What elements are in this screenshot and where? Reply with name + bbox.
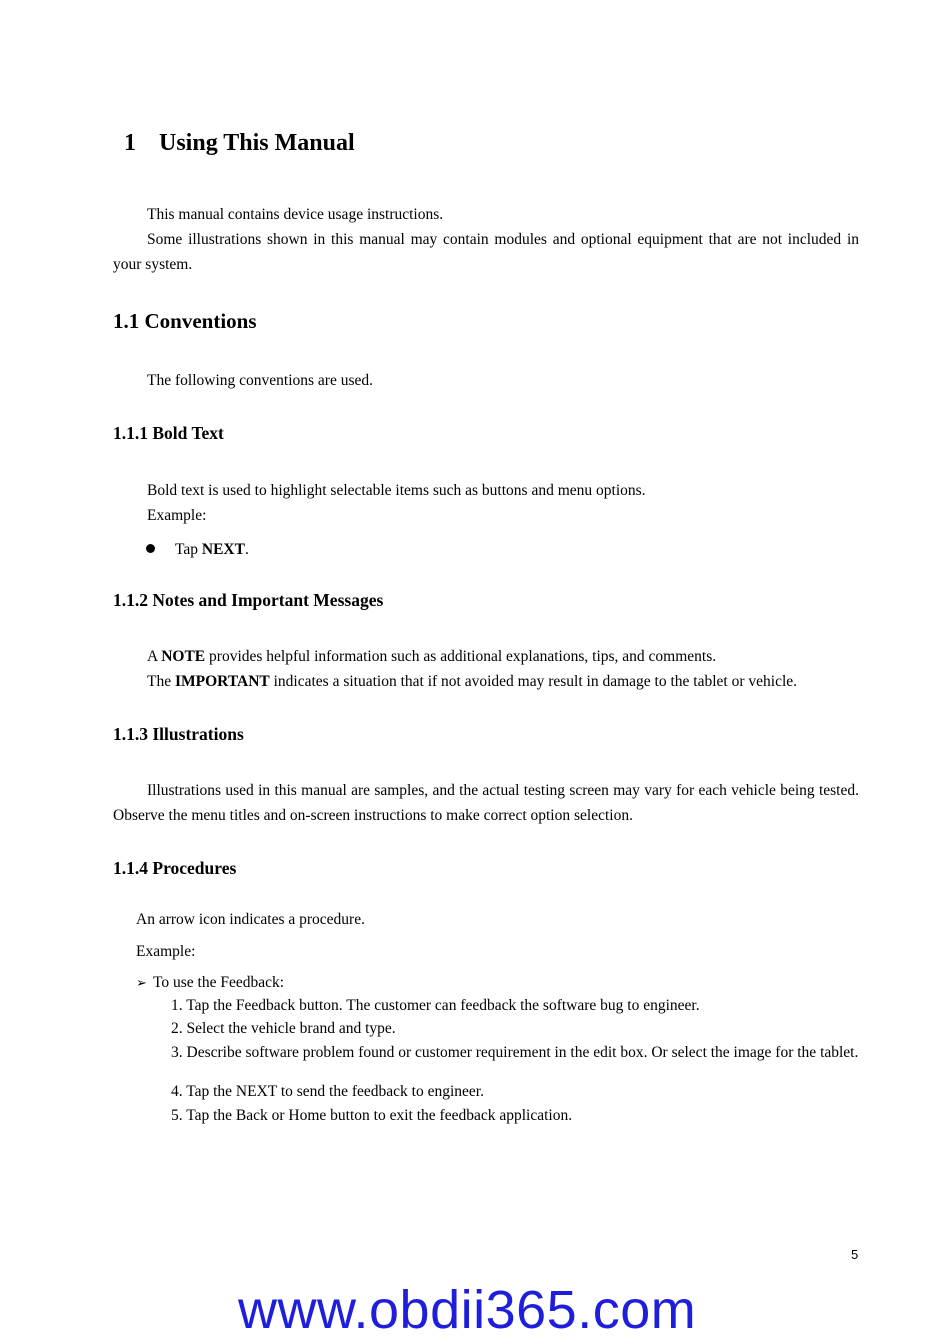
procedure-step-5: 5. Tap the Back or Home button to exit the feedback application. <box>171 1107 573 1124</box>
procedure-step-2: 2. Select the vehicle brand and type. <box>171 1020 396 1037</box>
chapter-title: Using This Manual <box>159 130 355 156</box>
procedure-title <box>136 970 284 995</box>
arrow-icon: ➢ <box>136 975 147 990</box>
illustrations-paragraph <box>113 778 859 828</box>
procedure-step-3: 3. Describe software problem found or customer requirement in the edit box. Or select the image for the tablet. <box>171 1044 859 1061</box>
important-suffix: indicates a situation that if not avoided may result in damage to the tablet or vehicle. <box>269 673 798 690</box>
note-bold: NOTE <box>161 648 206 665</box>
bullet-item-tap-next <box>175 537 249 562</box>
subsection-heading-procedures: 1.1.4 Procedures <box>113 858 237 878</box>
note-prefix: A <box>147 648 162 665</box>
intro-paragraph-2 <box>113 227 859 277</box>
bullet-suffix: . <box>244 541 249 558</box>
chapter-number: 1 <box>124 130 136 156</box>
subsection-heading-illustrations: 1.1.3 Illustrations <box>113 724 244 744</box>
procedure-title-text: To use the Feedback: <box>153 974 285 991</box>
note-paragraph <box>147 644 716 669</box>
procedure-step-1: 1. Tap the Feedback button. The customer can feedback the software bug to engineer. <box>171 997 700 1014</box>
subsection-heading-notes: 1.1.2 Notes and Important Messages <box>113 590 384 610</box>
important-bold: IMPORTANT <box>174 673 270 690</box>
bullet-prefix: Tap <box>175 541 202 558</box>
watermark-url: www.obdii365.com <box>238 1280 697 1340</box>
section-heading-conventions: 1.1 Conventions <box>113 309 257 333</box>
important-paragraph <box>147 669 797 694</box>
illustrations-text: Illustrations used in this manual are samples, and the actual testing screen may vary for each vehicle being tested. Observe the menu titles and on-screen instructions to make correct option selection. <box>113 782 859 824</box>
procedures-example-label: Example: <box>136 943 196 960</box>
procedure-step-4: 4. Tap the NEXT to send the feedback to engineer. <box>171 1083 484 1100</box>
bold-text-paragraph: Bold text is used to highlight selectable items such as buttons and menu options. <box>147 482 646 499</box>
bullet-dot-icon <box>146 544 155 553</box>
chapter-heading <box>124 130 355 157</box>
conventions-text: The following conventions are used. <box>147 372 373 389</box>
page-number: 5 <box>851 1247 859 1262</box>
bullet-bold: NEXT <box>201 541 245 558</box>
intro-paragraph-2-text: Some illustrations shown in this manual may contain modules and optional equipment that are not included in your system. <box>113 231 859 273</box>
important-prefix: The <box>147 673 175 690</box>
intro-paragraph-1: This manual contains device usage instructions. <box>147 206 444 223</box>
subsection-heading-bold-text: 1.1.1 Bold Text <box>113 423 224 443</box>
bold-text-example-label: Example: <box>147 507 207 524</box>
procedures-intro: An arrow icon indicates a procedure. <box>136 911 365 928</box>
note-suffix: provides helpful information such as additional explanations, tips, and comments. <box>205 648 717 665</box>
